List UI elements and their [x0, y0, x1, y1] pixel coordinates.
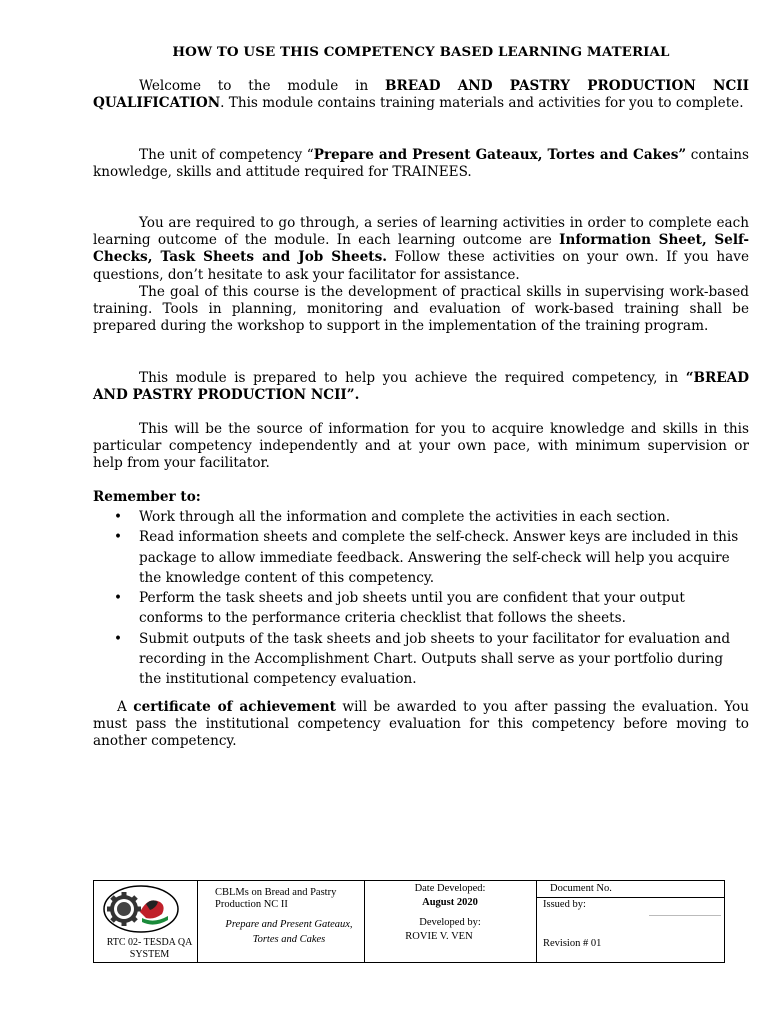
unit-title: Prepare and Present Gateaux, Tortes and Cakes [225, 919, 353, 945]
tesda-logo-icon [102, 884, 180, 934]
remember-heading: Remember to: [93, 489, 201, 505]
document-number-label: Document No. [550, 883, 612, 894]
certificate-term: certificate of achievement [133, 699, 336, 715]
cblm-title: CBLMs on Bread and Pastry Production NC II [215, 887, 337, 910]
activity-types: Information Sheet, Self-Checks, Task Sheets and Job Sheets. [93, 232, 750, 266]
document-footer-table [93, 880, 725, 963]
paragraph-unit: The unit of competency “Prepare and Present Gateaux, Tortes and Cakes” contains knowledge, skills and attitude required for TRAINEES. [93, 147, 749, 181]
paragraph-welcome: Welcome to the module in BREAD AND PASTRY PRODUCTION NCII QUALIFICATION. This module contains training materials and activities for you to complete. [93, 78, 749, 112]
bullet-icon: • [114, 529, 123, 546]
issued-by-label: Issued by: [543, 899, 586, 910]
bullet-icon: • [114, 590, 123, 607]
list-item: • Read information sheets and complete the self-check. Answer keys are included in this package to allow immediate feedback. Answering the self-check will help you acquire the knowledge content of this competency. [114, 529, 739, 586]
developed-by-label: Developed by: [419, 917, 481, 928]
paragraph-purpose: This module is prepared to help you achieve the required competency, in “BREAD AND PASTRY PRODUCTION NCII”. [93, 370, 749, 404]
list-item: • Perform the task sheets and job sheets until you are confident that your output conforms to the performance criteria checklist that follows the sheets. [114, 590, 685, 627]
paragraph-source: This will be the source of information for you to acquire knowledge and skills in this particular competency independently and at your own pace, with minimum supervision or help from your facilitator. [93, 421, 749, 472]
list-item: • Work through all the information and complete the activities in each section. [93, 507, 749, 527]
paragraph-activities: You are required to go through, a series of learning activities in order to complete each learning outcome of the module. In each learning outcome are Information Sheet, Self-Checks, Task Sheets and Job Sheets. Follow these activities on your own. If you have questions, don’t hesitate to ask your facilitator for assistance. [93, 215, 750, 283]
bullet-icon: • [114, 630, 123, 647]
qualification-name: BREAD AND PASTRY PRODUCTION NCII QUALIFICATION [93, 78, 749, 112]
paragraph-certificate: A certificate of achievement will be awarded to you after passing the evaluation. You must pass the institutional competency evaluation for this competency before moving to another competency. [93, 699, 750, 750]
revision-label: Revision # 01 [543, 938, 602, 949]
competency-name: “BREAD AND PASTRY PRODUCTION NCII”. [93, 370, 749, 404]
date-developed-label: Date Developed: [414, 883, 486, 894]
qa-system-label: RTC 02- TESDA QA SYSTEM [106, 937, 193, 960]
reminder-list [93, 507, 749, 690]
page-title: HOW TO USE THIS COMPETENCY BASED LEARNING MATERIAL [172, 44, 670, 60]
paragraph-goal: The goal of this course is the development of practical skills in supervising work-based training. Tools in planning, monitoring and evaluation of work-based training shall be prepared during the workshop to support in the implementation of the training program. [93, 284, 749, 335]
bullet-icon: • [114, 509, 123, 525]
list-item: • Submit outputs of the task sheets and job sheets to your facilitator for evaluation and recording in the Accomplishment Chart. Outputs shall serve as your portfolio during the institutional competency evaluation. [114, 630, 731, 688]
unit-name: Prepare and Present Gateaux, Tortes and Cakes” [313, 147, 687, 163]
developed-by-value: ROVIE V. VEN [405, 931, 473, 942]
date-developed-value: August 2020 [422, 897, 478, 908]
